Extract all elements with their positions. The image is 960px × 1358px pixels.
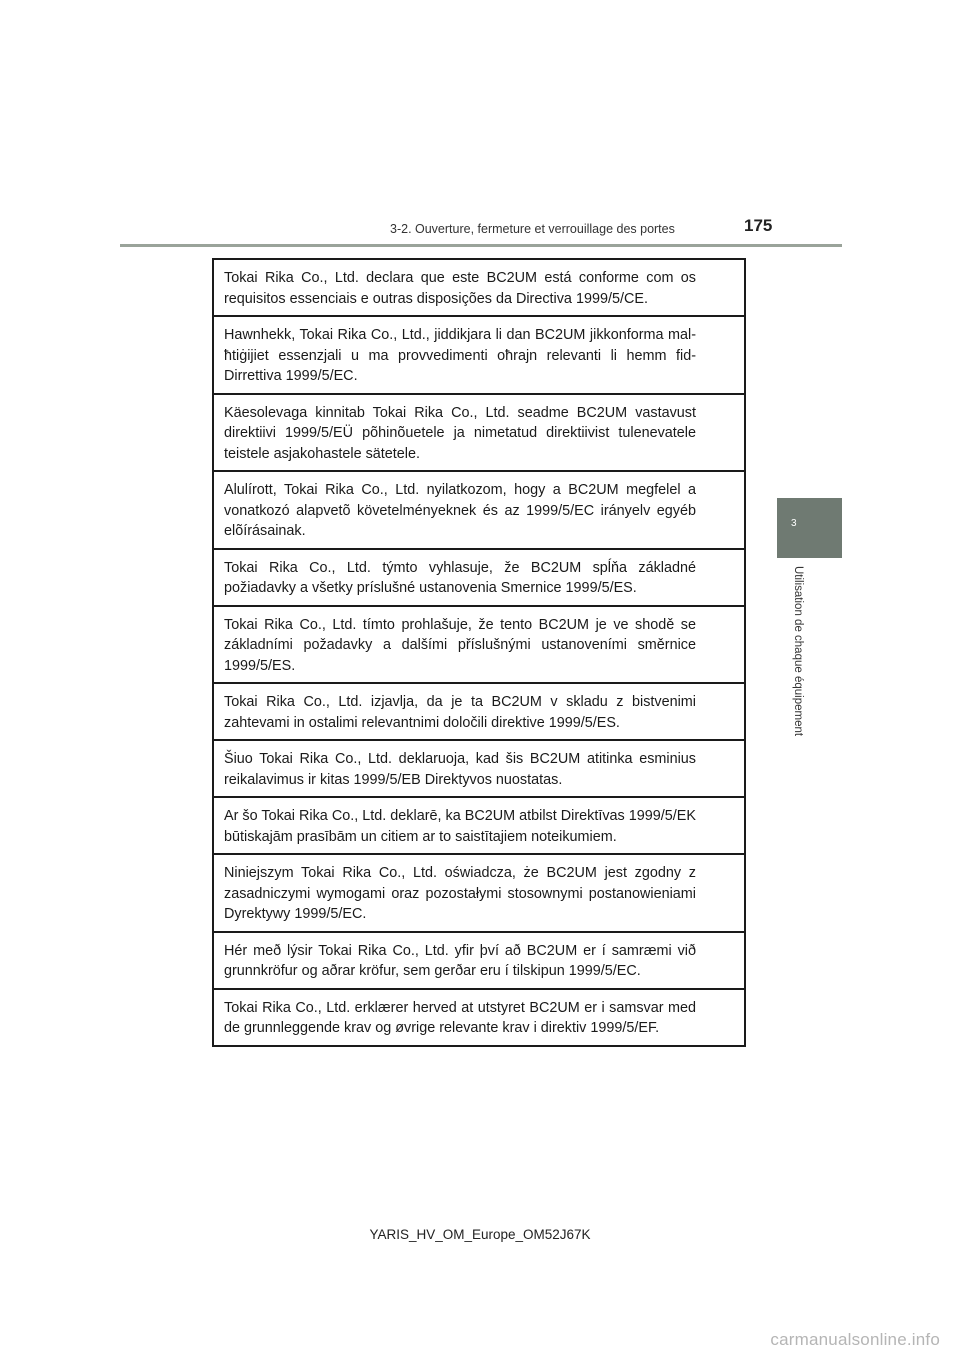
declaration-row: Käesolevaga kinnitab Tokai Rika Co., Ltd. seadme BC2UM vastavust direktiivi 1999/5/EÜ põhinõuetele ja nimetatud direktiivist tulenevatele teistele asjakohastele sätetele. [214,393,744,471]
chapter-title: Utilisation de chaque équipement [792,566,804,737]
page-number: 175 [744,216,773,235]
declaration-row: Niniejszym Tokai Rika Co., Ltd. oświadcza, że BC2UM jest zgodny z zasadniczymi wymogami oraz pozostałymi stosownymi postanowieniami Dyrektywy 1999/5/EC. [214,853,744,931]
declaration-row: Hér með lýsir Tokai Rika Co., Ltd. yfir því að BC2UM er í samræmi við grunnkröfur og aðrar kröfur, sem gerðar eru í tilskipun 1999/5/EC. [214,931,744,988]
declaration-row: Šiuo Tokai Rika Co., Ltd. deklaruoja, kad šis BC2UM atitinka esminius reikalavimus ir kitas 1999/5/EB Direktyvos nuostatas. [214,739,744,796]
declaration-row: Tokai Rika Co., Ltd. izjavlja, da je ta BC2UM v skladu z bistvenimi zahtevami in ostalimi relevantnimi določili direktive 1999/5/ES. [214,682,744,739]
declaration-row: Tokai Rika Co., Ltd. tímto prohlašuje, že tento BC2UM je ve shodě se základními požadavky a dalšími příslušnými ustanoveními směrnice 1999/5/ES. [214,605,744,683]
declaration-row: Ar šo Tokai Rika Co., Ltd. deklarē, ka BC2UM atbilst Direktīvas 1999/5/EK būtiskajām prasībām un citiem ar to saistītajiem noteikumiem. [214,796,744,853]
declaration-row: Hawnhekk, Tokai Rika Co., Ltd., jiddikjara li dan BC2UM jikkonforma mal-ħtiġijiet essenzjali u ma provvedimenti oħrajn relevanti li hemm fid-Dirrettiva 1999/5/EC. [214,315,744,393]
watermark: carmanualsonline.info [770,1330,940,1349]
chapter-tab[interactable] [777,498,842,558]
declaration-row: Tokai Rika Co., Ltd. týmto vyhlasuje, že BC2UM spĺňa základné požiadavky a všetky príslušné ustanovenia Smernice 1999/5/ES. [214,548,744,605]
declarations-table [212,258,746,1047]
declaration-row: Tokai Rika Co., Ltd. declara que este BC2UM está conforme com os requisitos essenciais e outras disposições da Directiva 1999/5/CE. [224,270,696,307]
chapter-number: 3 [791,518,797,529]
document-code: YARIS_HV_OM_Europe_OM52J67K [369,1227,591,1242]
header-divider [120,244,842,247]
declaration-row: Tokai Rika Co., Ltd. erklærer herved at utstyret BC2UM er i samsvar med de grunnleggende krav og øvrige relevante krav i direktiv 1999/5/EF. [214,988,744,1045]
declaration-row: Alulírott, Tokai Rika Co., Ltd. nyilatkozom, hogy a BC2UM megfelel a vonatkozó alapvetõ követelményeknek és az 1999/5/EC irányelv egyéb elõírásainak. [214,470,744,548]
section-title: 3-2. Ouverture, fermeture et verrouillage des portes [390,222,675,236]
